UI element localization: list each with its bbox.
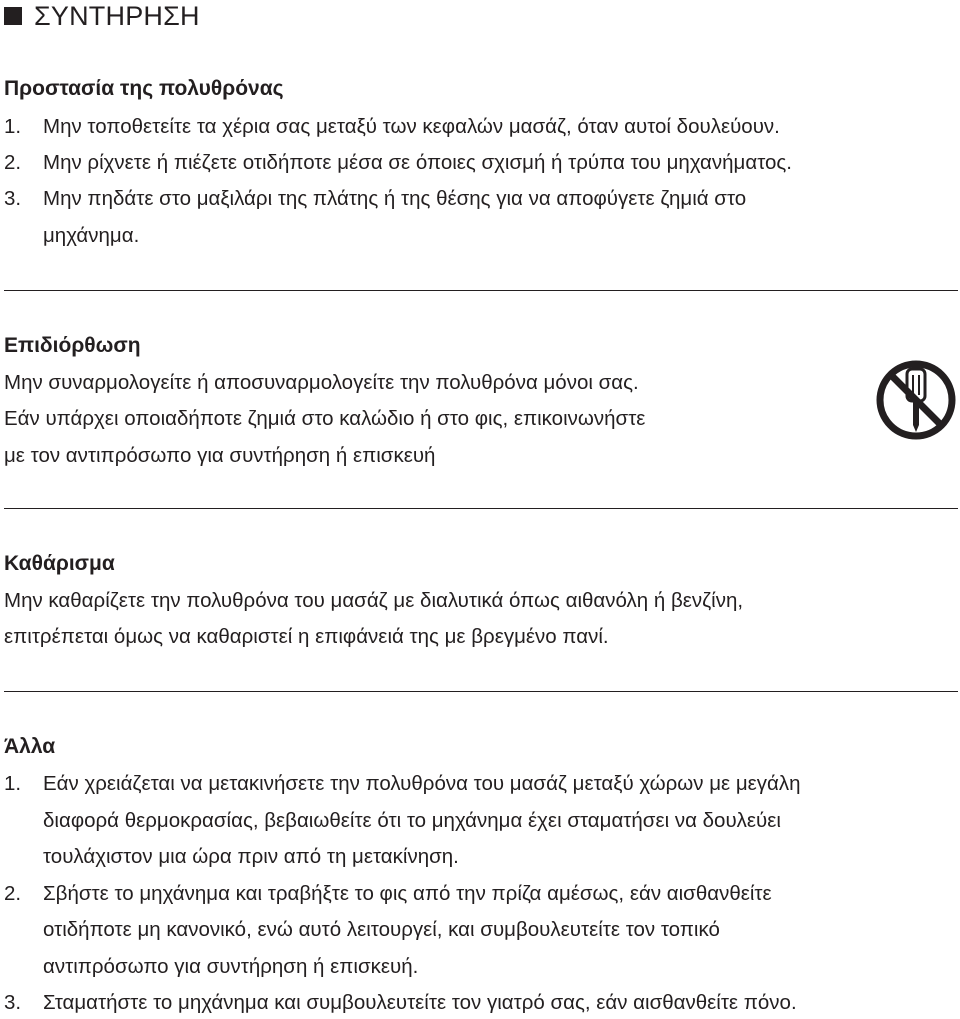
section-divider: [4, 691, 958, 692]
protection-item-3-number: 3.: [4, 187, 22, 210]
cleaning-text-line-1: Μην καθαρίζετε την πολυθρόνα του μασάζ με διαλυτικά όπως αιθανόλη ή βενζίνη,: [4, 589, 744, 612]
other-item-3-number: 3.: [4, 991, 22, 1014]
protection-item-3-text-line-2: μηχάνημα.: [43, 224, 140, 247]
other-item-1-text-line-3: τουλάχιστον μια ώρα πριν από τη μετακίνηση.: [43, 845, 459, 868]
no-disassembly-icon: [874, 358, 958, 442]
protection-item-3-text-line-1: Μην πηδάτε στο μαξιλάρι της πλάτης ή της θέσης για να αποφύγετε ζημιά στο: [43, 187, 747, 210]
section-divider: [4, 290, 958, 291]
repair-text-line-2: Εάν υπάρχει οποιαδήποτε ζημιά στο καλώδιο ή στο φις, επικοινωνήστε: [4, 407, 646, 430]
other-item-2-number: 2.: [4, 882, 22, 905]
protection-item-1-text: Μην τοποθετείτε τα χέρια σας μεταξύ των κεφαλών μασάζ, όταν αυτοί δουλεύουν.: [43, 115, 780, 138]
repair-text-line-3: με τον αντιπρόσωπο για συντήρηση ή επισκευή: [4, 444, 436, 467]
section-heading-repair: Επιδιόρθωση: [4, 334, 141, 357]
page-header: [4, 0, 200, 32]
other-item-2-text-line-3: αντιπρόσωπο για συντήρηση ή επισκευή.: [43, 955, 419, 978]
repair-text-line-1: Μην συναρμολογείτε ή αποσυναρμολογείτε την πολυθρόνα μόνοι σας.: [4, 371, 639, 394]
protection-item-2-text: Μην ρίχνετε ή πιέζετε οτιδήποτε μέσα σε όποιες σχισμή ή τρύπα του μηχανήματος.: [43, 151, 792, 174]
section-heading-cleaning: Καθάρισμα: [4, 552, 115, 575]
section-divider: [4, 508, 958, 509]
other-item-2-text-line-1: Σβήστε το μηχάνημα και τραβήξτε το φις από την πρίζα αμέσως, εάν αισθανθείτε: [43, 882, 772, 905]
other-item-3-text: Σταματήστε το μηχάνημα και συμβουλευτείτε τον γιατρό σας, εάν αισθανθείτε πόνο.: [43, 991, 797, 1014]
other-item-1-text-line-2: διαφορά θερμοκρασίας, βεβαιωθείτε ότι το μηχάνημα έχει σταματήσει να δουλεύει: [43, 809, 781, 832]
section-heading-other: Άλλα: [4, 735, 56, 758]
other-item-1-text-line-1: Εάν χρειάζεται να μετακινήσετε την πολυθρόνα του μασάζ μεταξύ χώρων με μεγάλη: [43, 772, 801, 795]
section-heading-protection: Προστασία της πολυθρόνας: [4, 77, 284, 100]
other-item-2-text-line-2: οτιδήποτε μη κανονικό, ενώ αυτό λειτουργεί, και συμβουλευτείτε τον τοπικό: [43, 918, 720, 941]
protection-item-1-number: 1.: [4, 115, 22, 138]
page-title: ΣΥΝΤΗΡΗΣΗ: [34, 1, 200, 31]
title-square-bullet: [4, 7, 22, 25]
protection-item-2-number: 2.: [4, 151, 22, 174]
cleaning-text-line-2: επιτρέπεται όμως να καθαριστεί η επιφάνειά της με βρεγμένο πανί.: [4, 625, 609, 648]
other-item-1-number: 1.: [4, 772, 22, 795]
